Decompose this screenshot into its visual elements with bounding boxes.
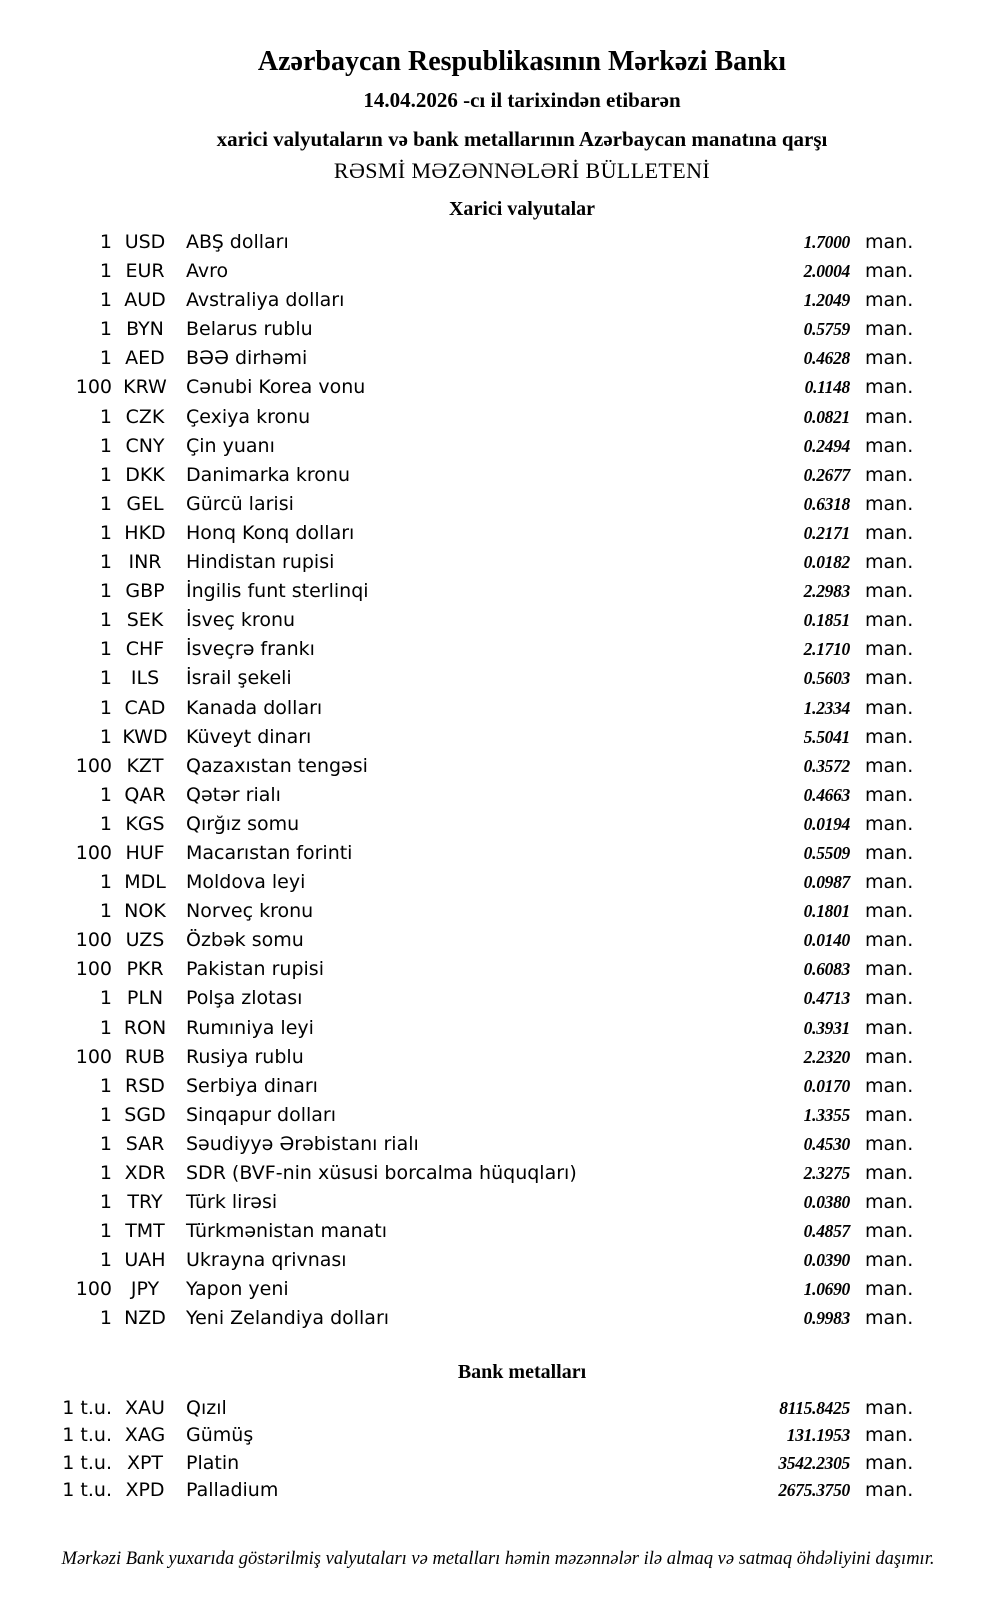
rate-value: 0.5603 xyxy=(803,668,850,689)
quantity-value: 1 xyxy=(99,580,112,603)
rate-row xyxy=(50,1101,914,1130)
rate-value: 0.2171 xyxy=(803,522,850,543)
rate-row xyxy=(50,839,914,868)
quantity-value: 1 xyxy=(99,318,112,341)
rate-row xyxy=(50,1130,914,1159)
quantity-value: 100 xyxy=(75,376,112,399)
currency-code: SAR xyxy=(125,1132,165,1155)
rate-row xyxy=(50,810,914,839)
currency-code: UZS xyxy=(125,929,165,952)
rate-row xyxy=(50,752,914,781)
currency-name: Rumıniya leyi xyxy=(186,1016,314,1039)
currency-name: BƏƏ dirhəmi xyxy=(186,347,308,370)
rate-row xyxy=(50,403,914,432)
quantity-value: 1 xyxy=(99,551,112,574)
currency-name: Gürcü larisi xyxy=(186,492,294,515)
currency-code: ILS xyxy=(130,667,160,690)
rate-value: 1.3355 xyxy=(803,1104,850,1125)
currency-name: Sinqapur dolları xyxy=(186,1103,337,1126)
currency-code: KGS xyxy=(125,812,165,835)
rate-value: 0.4530 xyxy=(803,1133,850,1154)
rate-row xyxy=(50,548,914,577)
quantity-value: 1 xyxy=(99,609,112,632)
quantity-value: 1 xyxy=(99,492,112,515)
rate-value: 1.0690 xyxy=(803,1279,850,1300)
rate-row xyxy=(50,1188,914,1217)
currency-name: Qızıl xyxy=(186,1396,227,1419)
currency-code: XAG xyxy=(124,1424,166,1447)
rate-row xyxy=(50,723,914,752)
quantity-value: 1 xyxy=(99,900,112,923)
currency-code: CNY xyxy=(125,434,165,457)
unit-label: man. xyxy=(865,1278,914,1301)
unit-label: man. xyxy=(865,492,914,515)
rate-row xyxy=(50,664,914,693)
currency-code: XDR xyxy=(124,1162,166,1184)
rate-value: 1.7000 xyxy=(803,232,850,252)
bulletin-subtitle: xarici valyutaların və bank metallarının Azərbaycan manatına qarşı xyxy=(216,127,828,151)
quantity-value: 1 xyxy=(99,1016,112,1039)
currency-name: Qazaxıstan tengəsi xyxy=(186,754,368,777)
unit-label: man. xyxy=(865,871,914,894)
currency-code: USD xyxy=(124,231,166,253)
rate-value: 0.1148 xyxy=(804,377,850,398)
rate-row xyxy=(50,577,914,606)
rate-row xyxy=(50,1072,914,1101)
quantity-value: 1 xyxy=(99,871,112,894)
currency-name: Macarıstan forinti xyxy=(186,841,353,864)
currency-name: Belarus rublu xyxy=(186,318,313,341)
quantity-value: 100 xyxy=(75,841,112,864)
rate-value: 0.1851 xyxy=(803,610,850,631)
unit-label: man. xyxy=(865,1220,914,1243)
unit-label: man. xyxy=(865,551,914,574)
quantity-value: 1 xyxy=(99,667,112,690)
currency-name: Rusiya rublu xyxy=(186,1045,304,1068)
rate-row xyxy=(50,955,914,984)
quantity-value: 1 xyxy=(99,463,112,486)
currency-code: RSD xyxy=(125,1074,165,1097)
quantity-value: 1 t.u. xyxy=(62,1396,112,1419)
unit-label: man. xyxy=(865,231,914,253)
rate-value: 2.2983 xyxy=(803,581,850,602)
rate-row xyxy=(50,1159,914,1188)
quantity-value: 100 xyxy=(75,929,112,952)
currency-name: Türk lirəsi xyxy=(186,1191,278,1214)
quantity-value: 100 xyxy=(75,1045,112,1068)
currency-code: DKK xyxy=(125,463,165,486)
rate-value: 0.0821 xyxy=(803,406,850,427)
currency-name: Türkmənistan manatı xyxy=(186,1220,388,1243)
quantity-value: 1 xyxy=(99,1249,112,1272)
rate-row xyxy=(50,868,914,897)
rate-row xyxy=(50,519,914,548)
rate-value: 0.0390 xyxy=(803,1250,850,1271)
rate-row xyxy=(50,1395,914,1423)
rate-value: 0.1801 xyxy=(803,901,850,922)
currency-code: UAH xyxy=(124,1249,166,1272)
currency-code: NZD xyxy=(124,1307,166,1330)
rate-value: 0.4857 xyxy=(803,1221,850,1242)
unit-label: man. xyxy=(865,987,914,1010)
rate-row xyxy=(50,1246,914,1275)
rate-row xyxy=(50,228,914,257)
quantity-value: 1 xyxy=(99,521,112,544)
unit-label: man. xyxy=(865,260,914,283)
rate-row xyxy=(50,432,914,461)
unit-label: man. xyxy=(865,958,914,981)
quantity-value: 1 xyxy=(99,289,112,312)
quantity-value: 1 t.u. xyxy=(62,1424,112,1447)
quantity-value: 1 xyxy=(99,1307,112,1330)
currency-name: ABŞ dolları xyxy=(186,231,289,253)
currency-name: Platin xyxy=(186,1451,240,1474)
quantity-value: 1 xyxy=(99,1191,112,1214)
unit-label: man. xyxy=(865,841,914,864)
quantity-value: 1 xyxy=(99,434,112,457)
currency-name: Avro xyxy=(186,260,229,283)
currencies-section-title: Xarici valyutalar xyxy=(448,198,596,220)
quantity-value: 1 xyxy=(99,812,112,835)
rate-row xyxy=(50,1450,914,1478)
metals-section-title: Bank metalları xyxy=(457,1360,587,1383)
rate-row xyxy=(50,1422,914,1450)
currency-code: SEK xyxy=(126,609,164,632)
rate-value: 0.0170 xyxy=(803,1075,850,1096)
quantity-value: 1 xyxy=(99,1103,112,1126)
unit-label: man. xyxy=(865,783,914,806)
currency-name: Səudiyyə Ərəbistanı rialı xyxy=(186,1132,419,1155)
currency-code: RON xyxy=(123,1016,167,1039)
rate-value: 0.2494 xyxy=(803,435,850,456)
rate-value: 0.4628 xyxy=(803,348,850,369)
unit-label: man. xyxy=(865,696,914,719)
quantity-value: 1 xyxy=(99,347,112,370)
unit-label: man. xyxy=(865,1132,914,1155)
rate-value: 0.9983 xyxy=(803,1308,850,1329)
quantity-value: 1 xyxy=(99,405,112,428)
rate-value: 8115.8425 xyxy=(779,1397,850,1418)
currency-code: RUB xyxy=(124,1045,166,1068)
currency-name: İngilis funt sterlinqi xyxy=(186,580,369,603)
currency-code: MDL xyxy=(124,871,166,894)
rate-value: 2.3275 xyxy=(803,1163,850,1183)
quantity-value: 1 xyxy=(99,260,112,283)
rate-value: 1.2334 xyxy=(803,697,850,718)
unit-label: man. xyxy=(865,521,914,544)
unit-label: man. xyxy=(865,1016,914,1039)
unit-label: man. xyxy=(865,289,914,312)
unit-label: man. xyxy=(865,1479,914,1502)
effective-date: 14.04.2026 -cı il tarixindən etibarən xyxy=(363,88,681,112)
currency-name: SDR (BVF-nin xüsusi borcalma hüquqları) xyxy=(186,1162,577,1184)
rate-row xyxy=(50,1014,914,1043)
currency-code: GBP xyxy=(125,580,165,603)
rate-value: 0.0182 xyxy=(803,552,850,573)
currency-name: Serbiya dinarı xyxy=(186,1074,318,1097)
unit-label: man. xyxy=(865,463,914,486)
unit-label: man. xyxy=(865,667,914,690)
unit-label: man. xyxy=(865,929,914,952)
currency-code: XAU xyxy=(125,1396,165,1419)
quantity-value: 100 xyxy=(75,1278,112,1301)
quantity-value: 1 xyxy=(99,725,112,748)
rate-row xyxy=(50,461,914,490)
unit-label: man. xyxy=(865,1074,914,1097)
currency-name: Palladium xyxy=(186,1479,279,1502)
quantity-value: 1 xyxy=(99,1132,112,1155)
currency-name: Özbək somu xyxy=(186,929,304,952)
currency-code: SGD xyxy=(124,1103,166,1126)
rate-value: 2.0004 xyxy=(803,261,850,282)
bulletin-header xyxy=(0,46,996,184)
currency-code: TRY xyxy=(127,1191,163,1214)
rate-value: 0.2677 xyxy=(803,464,850,485)
quantity-value: 1 xyxy=(99,783,112,806)
currency-code: AUD xyxy=(124,289,166,312)
unit-label: man. xyxy=(865,1249,914,1272)
quantity-value: 100 xyxy=(75,754,112,777)
rate-row xyxy=(50,1304,914,1333)
quantity-value: 1 t.u. xyxy=(62,1479,112,1502)
rate-value: 0.5509 xyxy=(803,842,850,863)
currency-table xyxy=(0,228,996,1334)
unit-label: man. xyxy=(865,725,914,748)
disclaimer-text: Mərkəzi Bank yuxarıda göstərilmiş valyutaları və metalları həmin məzənnələr ilə almaq və satmaq öhdəliyini daşımır. xyxy=(61,1548,935,1569)
unit-label: man. xyxy=(865,347,914,370)
rate-value: 0.6083 xyxy=(803,959,850,980)
unit-label: man. xyxy=(865,638,914,661)
unit-label: man. xyxy=(865,900,914,923)
unit-label: man. xyxy=(865,1396,914,1419)
rate-value: 0.4713 xyxy=(803,988,850,1009)
currency-code: HUF xyxy=(125,841,165,864)
currency-name: Pakistan rupisi xyxy=(186,958,324,981)
rate-row xyxy=(50,344,914,373)
rate-row xyxy=(50,286,914,315)
currency-name: İsveçrə frankı xyxy=(186,638,315,661)
currency-code: EUR xyxy=(125,260,165,283)
currency-code: JPY xyxy=(130,1278,160,1301)
rate-row xyxy=(50,315,914,344)
currency-code: HKD xyxy=(124,521,166,544)
currency-code: NOK xyxy=(124,900,166,923)
unit-label: man. xyxy=(865,1045,914,1068)
currency-code: PLN xyxy=(126,987,164,1010)
unit-label: man. xyxy=(865,580,914,603)
rate-value: 2675.3750 xyxy=(778,1480,850,1501)
rate-row xyxy=(50,635,914,664)
rate-row xyxy=(50,984,914,1013)
rate-value: 2.1710 xyxy=(803,639,850,660)
currency-name: Avstraliya dolları xyxy=(186,289,345,312)
quantity-value: 1 xyxy=(99,638,112,661)
rate-row xyxy=(50,926,914,955)
quantity-value: 1 t.u. xyxy=(62,1451,112,1474)
rate-value: 131.1953 xyxy=(786,1425,850,1446)
rate-row xyxy=(50,373,914,402)
currency-name: Hindistan rupisi xyxy=(186,551,335,574)
rate-value: 5.5041 xyxy=(803,726,850,747)
currency-code: AED xyxy=(125,347,165,370)
unit-label: man. xyxy=(865,1424,914,1447)
bulletin-title: RƏSMİ MƏZƏNNƏLƏRİ BÜLLETENİ xyxy=(333,158,711,183)
rate-value: 0.0380 xyxy=(803,1192,850,1213)
currency-name: Gümüş xyxy=(186,1424,254,1447)
unit-label: man. xyxy=(865,812,914,835)
currency-name: Yapon yeni xyxy=(186,1278,289,1301)
currency-name: Ukrayna qrivnası xyxy=(186,1249,347,1272)
currency-name: Kanada dolları xyxy=(186,696,323,719)
metals-table xyxy=(0,1395,996,1505)
currency-code: KRW xyxy=(123,376,167,399)
unit-label: man. xyxy=(865,1307,914,1330)
rate-value: 0.3572 xyxy=(803,755,850,776)
rate-value: 0.0140 xyxy=(803,930,850,951)
unit-label: man. xyxy=(865,318,914,341)
rate-row xyxy=(50,1275,914,1304)
currency-code: XPD xyxy=(125,1479,165,1502)
rate-value: 0.6318 xyxy=(803,493,850,514)
unit-label: man. xyxy=(865,434,914,457)
rate-row xyxy=(50,897,914,926)
quantity-value: 1 xyxy=(99,987,112,1010)
currency-name: Çexiya kronu xyxy=(186,405,311,428)
currency-name: Küveyt dinarı xyxy=(186,725,312,748)
rate-row xyxy=(50,490,914,519)
rate-value: 3542.2305 xyxy=(778,1452,850,1473)
rate-value: 0.4663 xyxy=(803,784,850,805)
rate-row xyxy=(50,1477,914,1505)
currency-name: Honq Konq dolları xyxy=(186,521,355,544)
currency-code: INR xyxy=(128,551,162,574)
rate-value: 0.3931 xyxy=(803,1017,850,1038)
unit-label: man. xyxy=(865,376,914,399)
currency-code: PKR xyxy=(126,958,164,981)
rate-row xyxy=(50,257,914,286)
bank-title: Azərbaycan Respublikasının Mərkəzi Bankı xyxy=(257,46,787,77)
rate-value: 0.0987 xyxy=(803,872,850,893)
currency-name: Qırğız somu xyxy=(186,812,300,835)
quantity-value: 100 xyxy=(75,958,112,981)
rate-value: 0.5759 xyxy=(803,319,850,340)
unit-label: man. xyxy=(865,1191,914,1214)
unit-label: man. xyxy=(865,405,914,428)
quantity-value: 1 xyxy=(99,1220,112,1243)
currency-code: KZT xyxy=(126,754,164,777)
currency-name: Qətər rialı xyxy=(186,783,281,806)
rate-value: 1.2049 xyxy=(803,290,850,311)
currency-code: CHF xyxy=(125,638,165,661)
currency-code: CAD xyxy=(124,696,166,719)
currency-name: Çin yuanı xyxy=(186,434,275,457)
currency-name: İsveç kronu xyxy=(186,609,296,632)
currency-name: Polşa zlotası xyxy=(186,987,303,1010)
quantity-value: 1 xyxy=(99,696,112,719)
unit-label: man. xyxy=(865,609,914,632)
rate-value: 2.2320 xyxy=(803,1046,850,1067)
currency-name: Norveç kronu xyxy=(186,900,314,923)
currency-code: BYN xyxy=(126,318,164,341)
currency-code: XPT xyxy=(126,1451,164,1474)
unit-label: man. xyxy=(865,1103,914,1126)
currency-code: KWD xyxy=(122,725,168,748)
currency-name: Moldova leyi xyxy=(186,871,306,894)
rate-row xyxy=(50,781,914,810)
unit-label: man. xyxy=(865,754,914,777)
quantity-value: 1 xyxy=(99,231,112,253)
unit-label: man. xyxy=(865,1451,914,1474)
currency-code: CZK xyxy=(125,405,165,428)
rate-row xyxy=(50,1043,914,1072)
currency-code: GEL xyxy=(126,492,164,515)
rate-row xyxy=(50,1217,914,1246)
quantity-value: 1 xyxy=(99,1074,112,1097)
currency-name: İsrail şekeli xyxy=(186,667,292,690)
rate-row xyxy=(50,606,914,635)
quantity-value: 1 xyxy=(99,1162,112,1184)
rate-value: 0.0194 xyxy=(803,813,850,834)
currency-name: Cənubi Korea vonu xyxy=(186,376,366,399)
currency-code: TMT xyxy=(125,1220,165,1243)
unit-label: man. xyxy=(865,1162,914,1184)
currency-name: Yeni Zelandiya dolları xyxy=(186,1307,390,1330)
rate-row xyxy=(50,694,914,723)
currency-name: Danimarka kronu xyxy=(186,463,351,486)
currency-code: QAR xyxy=(124,783,166,806)
